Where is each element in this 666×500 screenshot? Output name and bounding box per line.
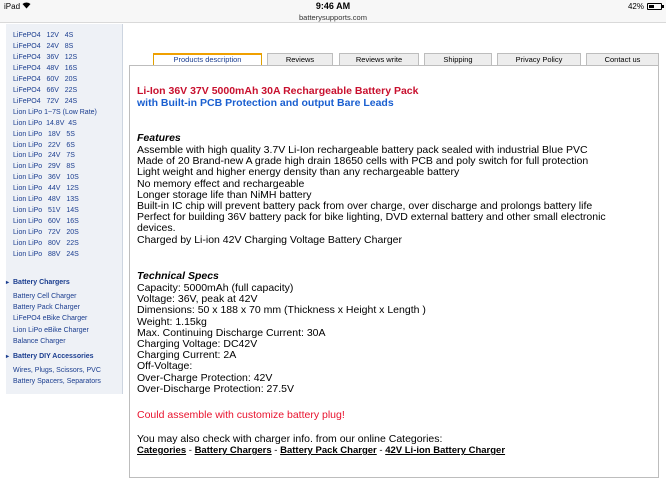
link-battery-pack-charger[interactable]: Battery Pack Charger bbox=[280, 445, 377, 456]
status-bar bbox=[0, 0, 666, 13]
sidebar-item[interactable]: LiFePO4 60V 20S bbox=[13, 75, 78, 83]
sidebar-item[interactable]: LiFePO4 eBike Charger bbox=[13, 315, 88, 323]
feature-line: Built-in IC chip will prevent battery pack from over charge, over discharge and prolongs battery life bbox=[137, 200, 593, 212]
sidebar-item[interactable]: Lion LiPo 36V 10S bbox=[13, 174, 79, 182]
feature-line: Assemble with high quality 3.7V Li-Ion rechargeable battery pack sealed with industrial Blue PVC bbox=[137, 144, 588, 156]
feature-line: No memory effect and rechargeable bbox=[137, 177, 305, 190]
spec-line: Max. Continuing Discharge Current: 30A bbox=[137, 326, 326, 339]
spec-line: Weight: 1.15kg bbox=[137, 315, 207, 328]
product-subtitle: with Built-in PCB Protection and output Bare Leads bbox=[137, 97, 394, 109]
tab-reviews-write[interactable]: Reviews write bbox=[339, 53, 419, 65]
sidebar-item[interactable]: Lion LiPo 18V 5S bbox=[13, 130, 75, 138]
feature-line: Perfect for building 36V battery pack for bike lighting, DVD external battery and other small electronic bbox=[137, 211, 606, 224]
tab-contact-us[interactable]: Contact us bbox=[586, 53, 659, 65]
sidebar-item[interactable]: Battery Pack Charger bbox=[13, 304, 80, 312]
spec-line: Dimensions: 50 x 188 x 70 mm (Thickness x Height x Length ) bbox=[137, 304, 426, 317]
custom-plug-note: Could assemble with customize battery plug! bbox=[137, 409, 345, 421]
product-title: Li-Ion 36V 37V 5000mAh 30A Rechargeable Battery Pack bbox=[137, 85, 419, 97]
link-separator: - bbox=[376, 445, 386, 456]
sidebar-category-label: Battery DIY Accessories bbox=[13, 353, 94, 360]
spec-line: Charging Current: 2A bbox=[137, 349, 237, 362]
sidebar-item[interactable]: Lion LiPo 51V 14S bbox=[13, 207, 79, 215]
feature-line: devices. bbox=[137, 222, 176, 235]
tab-privacy-policy[interactable]: Privacy Policy bbox=[497, 53, 581, 65]
tab-shipping[interactable]: Shipping bbox=[424, 53, 492, 65]
check-categories-text: You may also check with charger info. from our online Categories: bbox=[137, 433, 443, 445]
sidebar-item[interactable]: Lion LiPo 14.8V 4S bbox=[13, 119, 77, 127]
sidebar-item[interactable]: Lion LiPo 48V 13S bbox=[13, 196, 79, 204]
sidebar-item[interactable]: LiFePO4 12V 4S bbox=[13, 32, 74, 39]
sidebar-item[interactable]: Lion LiPo 88V 24S bbox=[13, 251, 79, 258]
spec-line: Voltage: 36V, peak at 42V bbox=[137, 293, 258, 306]
spec-line: Capacity: 5000mAh (full capacity) bbox=[137, 282, 294, 294]
sidebar-item[interactable]: LiFePO4 48V 16S bbox=[13, 64, 78, 72]
sidebar-item[interactable]: LiFePO4 36V 12S bbox=[13, 53, 78, 61]
tab-products-description[interactable]: Products description bbox=[153, 53, 262, 65]
sidebar-item[interactable]: Lion LiPo eBike Charger bbox=[13, 326, 89, 334]
sidebar-item[interactable]: Battery Cell Charger bbox=[13, 293, 77, 300]
feature-line: Light weight and higher energy density than any rechargeable battery bbox=[137, 166, 460, 179]
link-battery-chargers[interactable]: Battery Chargers bbox=[194, 445, 272, 456]
sidebar-item[interactable]: LiFePO4 72V 24S bbox=[13, 97, 78, 105]
sidebar-item[interactable]: Lion LiPo 72V 20S bbox=[13, 229, 79, 237]
sidebar-item[interactable]: LiFePO4 66V 22S bbox=[13, 86, 78, 94]
specs-heading: Technical Specs bbox=[137, 270, 219, 282]
feature-line: Made of 20 Brand-new A grade high drain 18650 cells with PCB and poly switch for full protection bbox=[137, 155, 589, 168]
category-links bbox=[137, 445, 505, 456]
sidebar-item[interactable]: Lion LiPo 60V 16S bbox=[13, 218, 79, 226]
battery-percent: 42% bbox=[627, 2, 644, 11]
spec-line: Over-Charge Protection: 42V bbox=[137, 371, 273, 384]
spec-line: Charging Voltage: DC42V bbox=[137, 338, 258, 350]
sidebar-item[interactable]: Lion LiPo 22V 6S bbox=[13, 141, 75, 149]
link-categories[interactable]: Categories bbox=[137, 445, 187, 456]
tab-reviews[interactable]: Reviews bbox=[267, 53, 333, 65]
chevron-right-icon: ▸ bbox=[6, 280, 10, 286]
link-separator: - bbox=[271, 445, 281, 456]
sidebar-item[interactable]: Lion LiPo 80V 22S bbox=[13, 240, 79, 248]
sidebar-item[interactable]: Lion LiPo 29V 8S bbox=[13, 163, 75, 171]
sidebar-item[interactable]: Battery Spacers, Separators bbox=[13, 378, 101, 386]
chevron-right-icon: ▸ bbox=[6, 354, 10, 360]
link-separator: - bbox=[186, 445, 195, 456]
sidebar-item[interactable]: Lion LiPo 44V 12S bbox=[13, 185, 79, 193]
link-42v-charger[interactable]: 42V Li-ion Battery Charger bbox=[385, 445, 506, 456]
sidebar-item[interactable]: Wires, Plugs, Scissors, PVC bbox=[13, 367, 101, 374]
sidebar-category-chargers[interactable] bbox=[6, 278, 70, 288]
sidebar-category-diy[interactable] bbox=[6, 352, 94, 362]
sidebar-item[interactable]: Lion LiPo 24V 7S bbox=[13, 152, 75, 160]
clock: 9:46 AM bbox=[315, 1, 351, 11]
feature-line: Longer storage life than NiMH battery bbox=[137, 188, 312, 201]
features-heading: Features bbox=[137, 132, 181, 144]
battery-level-fill bbox=[649, 5, 654, 8]
carrier-label: iPad bbox=[4, 2, 21, 11]
sidebar-item[interactable]: Lion LiPo 1~7S (Low Rate) bbox=[13, 108, 97, 116]
sidebar-item[interactable]: LiFePO4 24V 8S bbox=[13, 42, 74, 50]
feature-line: Charged by Li-ion 42V Charging Voltage Battery Charger bbox=[137, 233, 402, 246]
sidebar-item[interactable]: Balance Charger bbox=[13, 337, 66, 345]
battery-icon bbox=[647, 3, 662, 10]
spec-line: Over-Discharge Protection: 27.5V bbox=[137, 382, 294, 395]
category-sidebar bbox=[0, 24, 124, 500]
spec-line: Off-Voltage: bbox=[137, 360, 193, 373]
address-bar[interactable]: batterysupports.com bbox=[0, 13, 666, 23]
sidebar-category-label: Battery Chargers bbox=[13, 279, 70, 286]
